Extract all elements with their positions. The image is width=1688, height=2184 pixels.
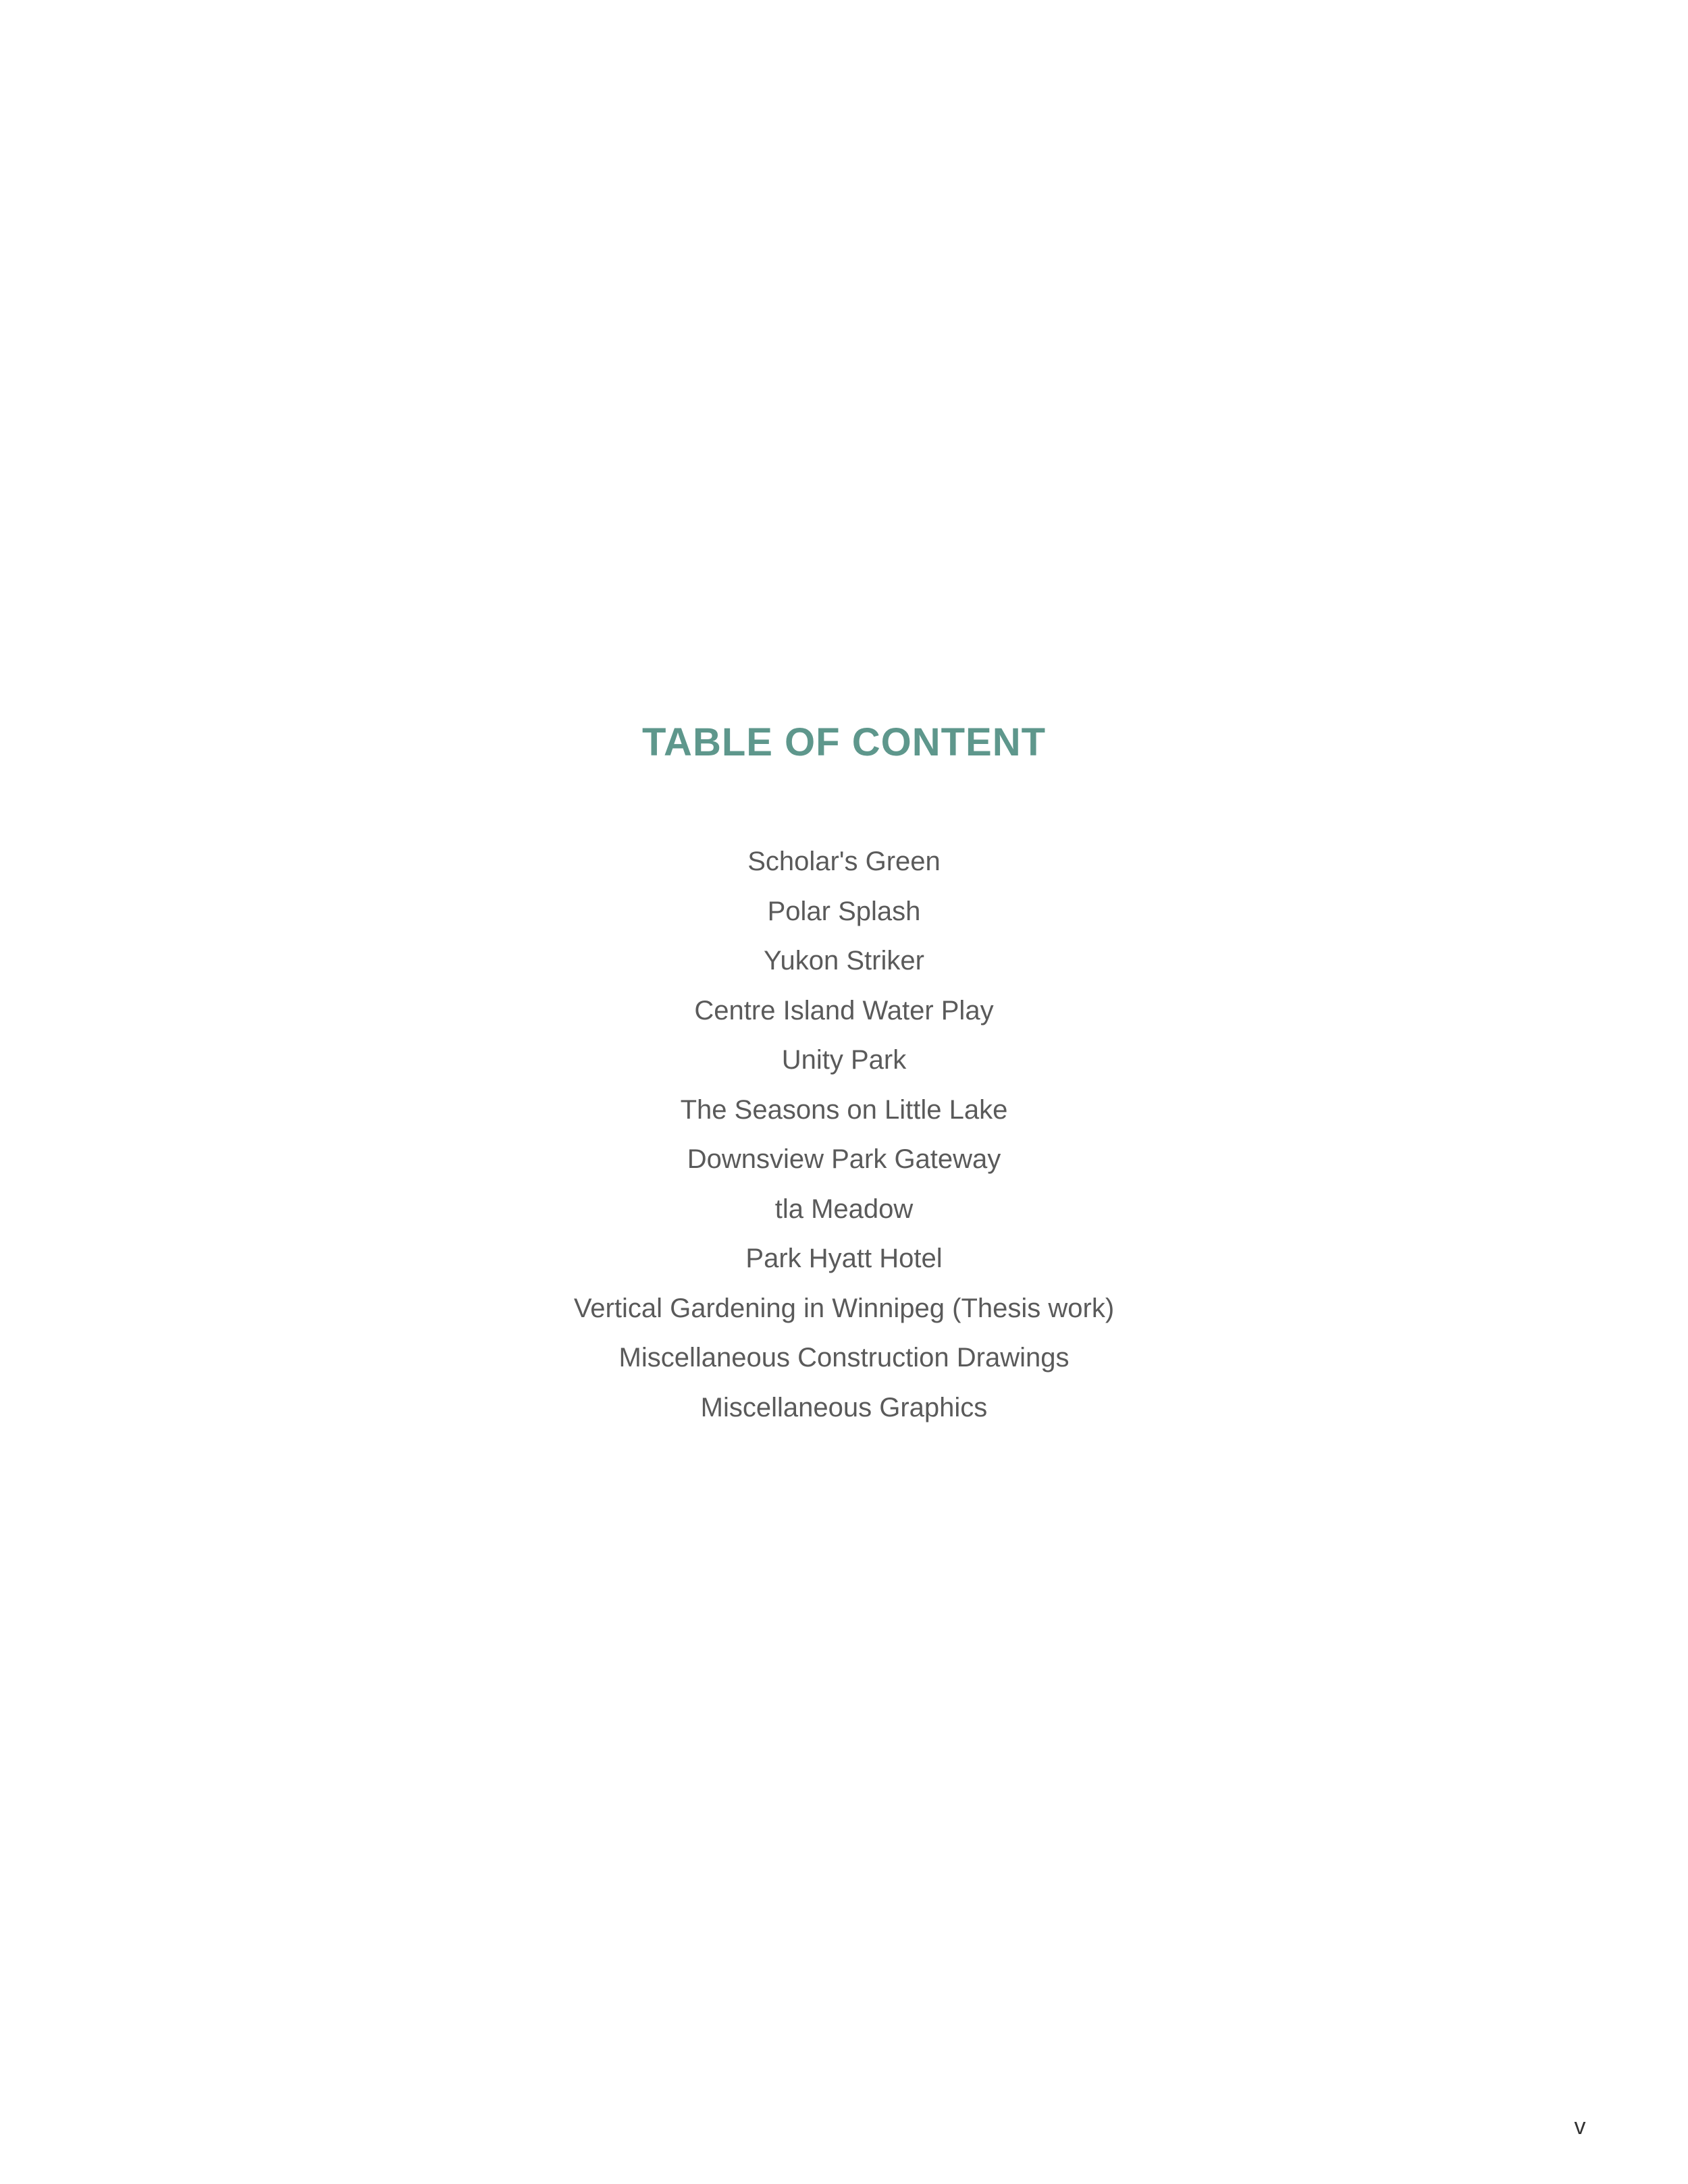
- toc-item-yukon-striker: Yukon Striker: [764, 946, 924, 976]
- toc-list: [0, 837, 1688, 1433]
- toc-title: TABLE OF CONTENT: [641, 720, 1047, 764]
- toc-item-misc-construction-drawings: Miscellaneous Construction Drawings: [618, 1343, 1070, 1373]
- toc-item-vertical-gardening-thesis: Vertical Gardening in Winnipeg (Thesis work): [573, 1293, 1115, 1323]
- toc-item-misc-graphics: Miscellaneous Graphics: [700, 1392, 988, 1422]
- toc-item-downsview-park-gateway: Downsview Park Gateway: [687, 1144, 1001, 1174]
- toc-item-polar-splash: Polar Splash: [767, 896, 921, 926]
- toc-item-seasons-on-little-lake: The Seasons on Little Lake: [680, 1094, 1008, 1125]
- toc-item-scholars-green: Scholar's Green: [747, 847, 941, 876]
- toc-item-tla-meadow: tla Meadow: [774, 1194, 914, 1224]
- toc-item-unity-park: Unity Park: [781, 1045, 907, 1075]
- toc-item-centre-island-water-play: Centre Island Water Play: [694, 995, 994, 1026]
- page-number: v: [1574, 2114, 1586, 2139]
- toc-item-park-hyatt-hotel: Park Hyatt Hotel: [745, 1244, 943, 1273]
- table-of-contents: [0, 716, 1688, 1433]
